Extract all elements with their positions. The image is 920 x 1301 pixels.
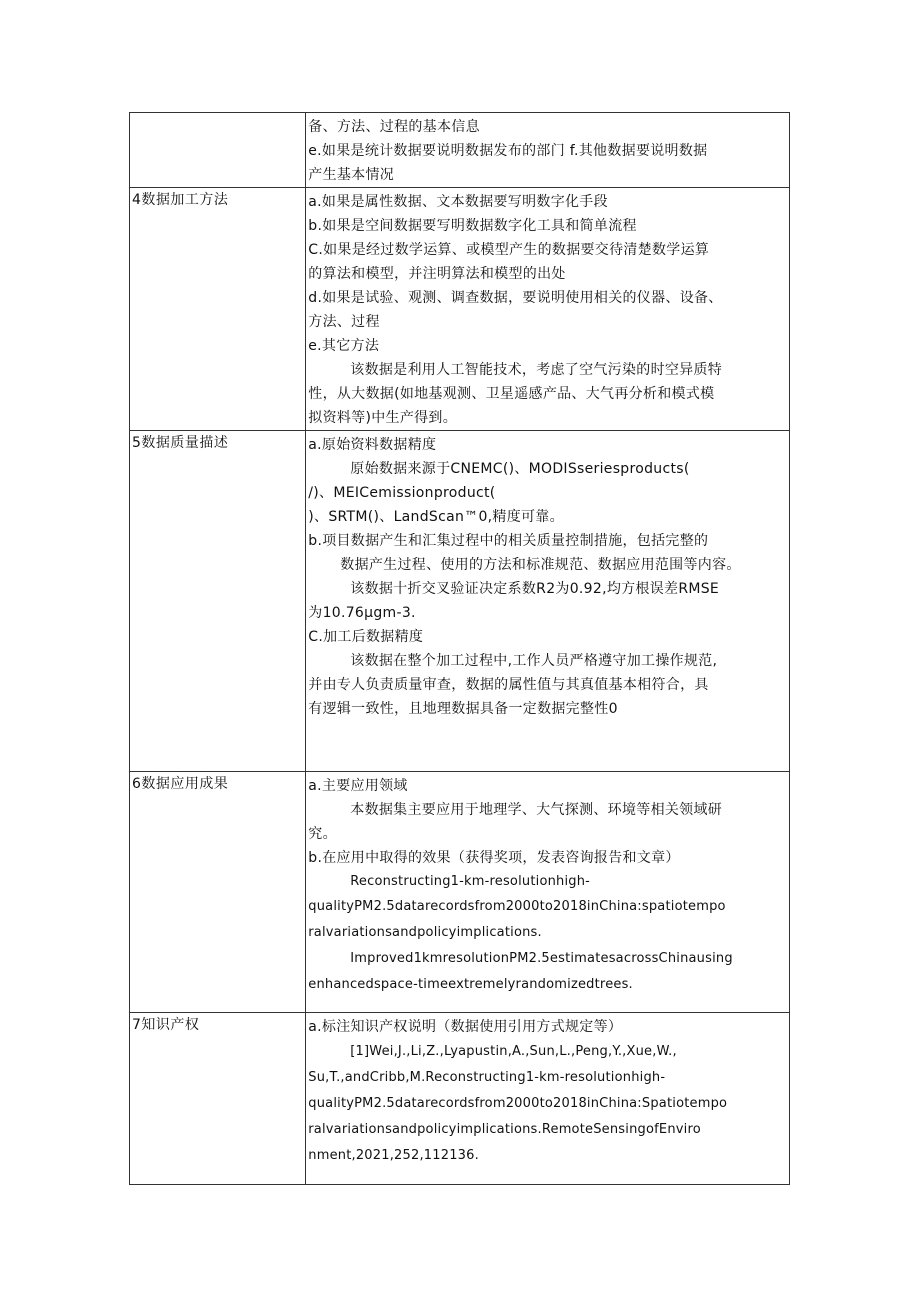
content-line: [1]Wei,J.,Li,Z.,Lyapustin,A.,Sun,L.,Peng,Y.,Xue,W., [350, 1044, 677, 1059]
content-line: C.如果是经过数学运算、或模型产生的数据要交待清楚数学运算 [308, 242, 710, 258]
content-line: 方法、过程 [308, 314, 380, 330]
content-line: 的算法和模型，并注明算法和模型的出处 [308, 266, 566, 282]
content-line: 该数据十折交叉验证决定系数R2为0.92,均方根误差RMSE [350, 581, 720, 597]
content-line: Improved1kmresolutionPM2.5estimatesacrossChinausing [350, 951, 733, 966]
content-line: 备、方法、过程的基本信息 [308, 119, 480, 135]
content-line: qualityPM2.5datarecordsfrom2000to2018inChina:Spatiotempo [308, 1096, 728, 1111]
content-line: a.主要应用领域 [308, 778, 408, 794]
content-line: e.如果是统计数据要说明数据发布的部门 f.其他数据要说明数据 [308, 143, 708, 159]
content-line: a.标注知识产权说明（数据使用引用方式规定等） [308, 1019, 623, 1035]
row-content [306, 113, 790, 188]
content-line: 数据产生过程、使用的方法和标准规范、数据应用范围等内容。 [340, 557, 741, 573]
content-line: /)、MEICemissionproduct( [308, 485, 496, 501]
row-label: 5数据质量描述 [130, 431, 306, 772]
content-line: b.在应用中取得的效果（获得奖项，发表咨询报告和文章） [308, 850, 680, 866]
table-row [130, 188, 790, 431]
content-line: 有逻辑一致性，且地理数据具备一定数据完整性0 [308, 701, 618, 717]
content-line: enhancedspace-timeextremelyrandomizedtrees. [308, 977, 633, 992]
content-line: ralvariationsandpolicyimplications.RemoteSensingofEnviro [308, 1122, 701, 1137]
content-line: 为10.76μgm-3. [308, 605, 416, 621]
table-row [130, 1013, 790, 1185]
content-line: 究。 [308, 826, 337, 842]
content-line: a.如果是属性数据、文本数据要写明数字化手段 [308, 194, 608, 210]
content-line: 原始数据来源于CNEMC()、MODISseriesproducts( [350, 461, 690, 477]
content-line: qualityPM2.5datarecordsfrom2000to2018inChina:spatiotempo [308, 899, 726, 914]
row-label: 4数据加工方法 [130, 188, 306, 431]
table-row [130, 113, 790, 188]
content-line: e.其它方法 [308, 338, 380, 354]
content-line: 并由专人负责质量审查，数据的属性值与其真值基本相符合，具 [308, 677, 709, 693]
content-line: Reconstructing1-km-resolutionhigh- [350, 874, 591, 889]
content-line: a.原始资料数据精度 [308, 437, 437, 453]
table-row [130, 431, 790, 772]
row-label: 6数据应用成果 [130, 772, 306, 1013]
row-content [306, 772, 790, 1013]
content-line: Su,T.,andCribb,M.Reconstructing1-km-resolutionhigh- [308, 1070, 666, 1085]
content-line: b.如果是空间数据要写明数据数字化工具和简单流程 [308, 218, 637, 234]
content-line: b.项目数据产生和汇集过程中的相关质量控制措施，包括完整的 [308, 533, 709, 549]
content-line: 性，从大数据(如地基观测、卫星遥感产品、大气再分析和模式模 [308, 386, 715, 402]
content-line: 本数据集主要应用于地理学、大气探测、环境等相关领域研 [350, 802, 723, 818]
content-line: 产生基本情况 [308, 167, 395, 183]
table-row [130, 772, 790, 1013]
content-line: 拟资料等)中生产得到。 [308, 410, 458, 426]
row-label: 7知识产权 [130, 1013, 306, 1185]
row-content [306, 188, 790, 431]
row-label [130, 113, 306, 188]
content-line: ralvariationsandpolicyimplications. [308, 925, 542, 940]
row-content [306, 1013, 790, 1185]
content-line: 该数据在整个加工过程中,工作人员严格遵守加工操作规范, [350, 653, 718, 669]
content-line: C.加工后数据精度 [308, 629, 424, 645]
content-line: 该数据是利用人工智能技术，考虑了空气污染的时空异质特 [350, 362, 723, 378]
row-content [306, 431, 790, 772]
metadata-table [129, 112, 790, 1185]
content-line: nment,2021,252,112136. [308, 1148, 479, 1163]
content-line: d.如果是试验、观测、调查数据，要说明使用相关的仪器、设备、 [308, 290, 723, 306]
content-line: )、SRTM()、LandScan™0,精度可靠。 [308, 509, 564, 525]
